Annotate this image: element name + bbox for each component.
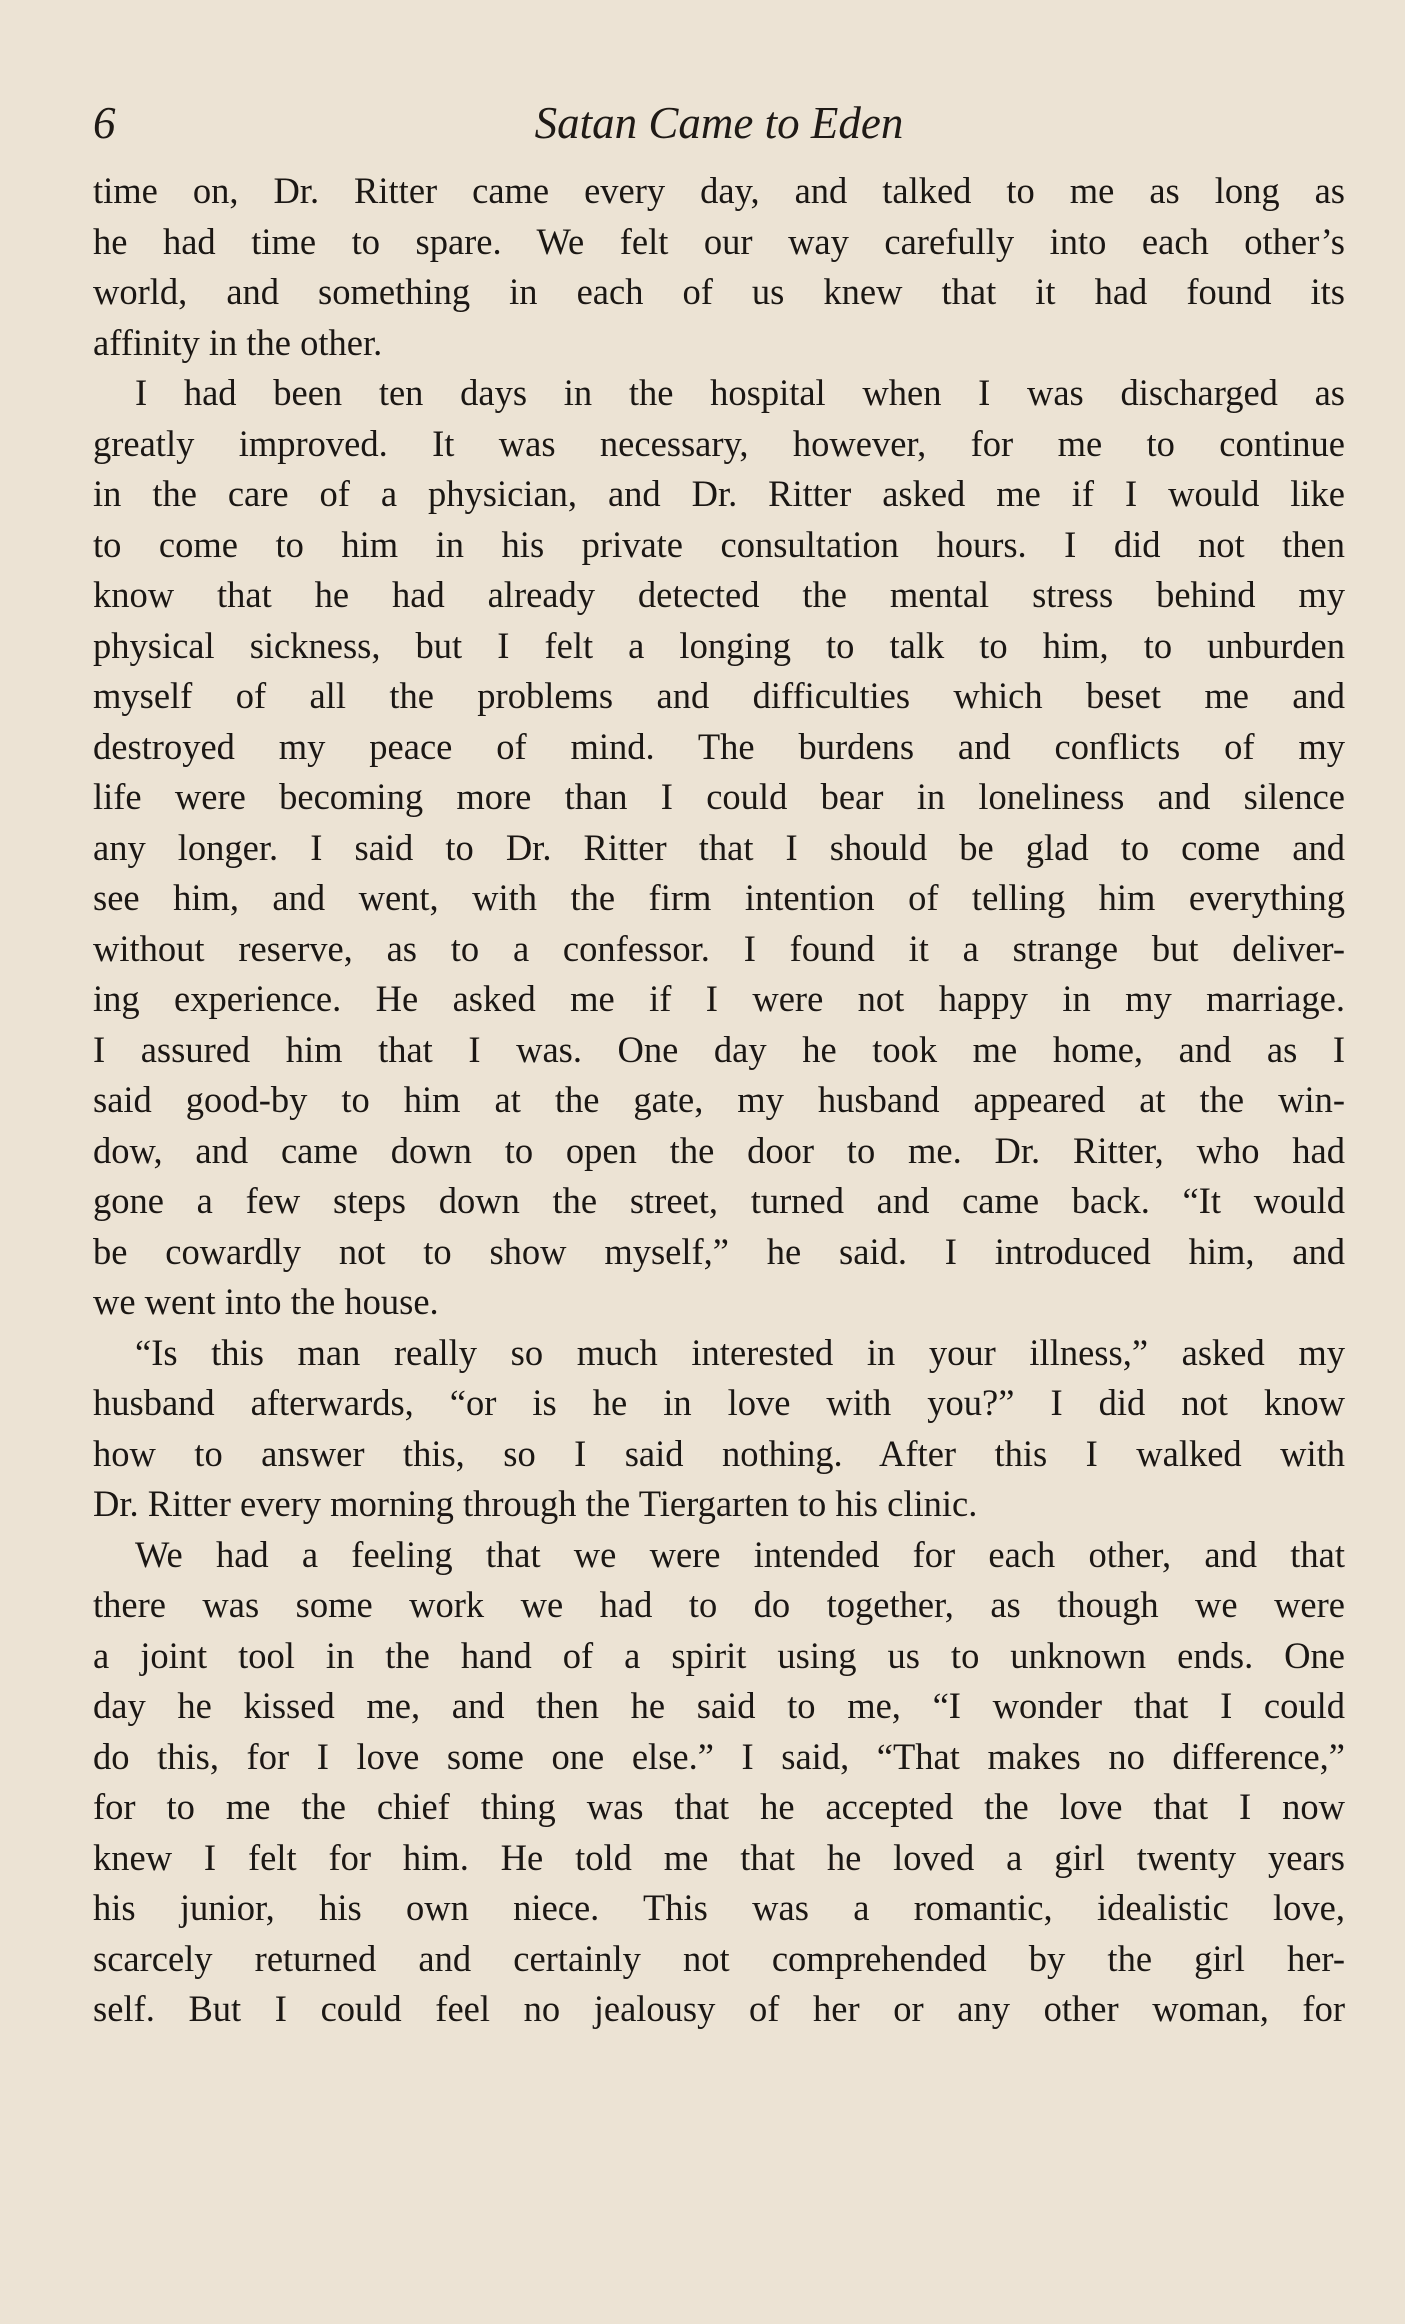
text-line: We had a feeling that we were intended for each other, and that bbox=[135, 1533, 1345, 1575]
text-line: any longer. I said to Dr. Ritter that I should be glad to come and bbox=[93, 826, 1345, 868]
text-line: greatly improved. It was necessary, however, for me to continue bbox=[93, 422, 1345, 464]
text-line: we went into the house. bbox=[93, 1281, 439, 1322]
running-title: Satan Came to Eden bbox=[534, 98, 904, 148]
body-text bbox=[93, 166, 1345, 2035]
text-line: scarcely returned and certainly not comprehended by the girl her- bbox=[93, 1937, 1345, 1979]
text-line: in the care of a physician, and Dr. Ritter asked me if I would like bbox=[93, 473, 1345, 514]
text-line: to come to him in his private consultation hours. I did not then bbox=[93, 523, 1345, 565]
text-line: I assured him that I was. One day he took me home, and as I bbox=[93, 1028, 1345, 1070]
text-line: do this, for I love some one else.” I said, “That makes no difference,” bbox=[93, 1735, 1345, 1777]
text-line: husband afterwards, “or is he in love with you?” I did not know bbox=[93, 1382, 1345, 1423]
text-line: Dr. Ritter every morning through the Tiergarten to his clinic. bbox=[93, 1483, 978, 1524]
paragraph-4 bbox=[93, 1530, 1345, 2035]
text-line: knew I felt for him. He told me that he loved a girl twenty years bbox=[93, 1836, 1345, 1878]
text-line: he had time to spare. We felt our way carefully into each other’s bbox=[93, 220, 1345, 262]
text-line: destroyed my peace of mind. The burdens and conflicts of my bbox=[93, 725, 1345, 767]
text-line: affinity in the other. bbox=[93, 321, 383, 363]
paragraph-2 bbox=[93, 368, 1345, 1328]
text-line: without reserve, as to a confessor. I found it a strange but deliver- bbox=[93, 927, 1345, 969]
text-line: his junior, his own niece. This was a romantic, idealistic love, bbox=[93, 1887, 1345, 1928]
text-line: how to answer this, so I said nothing. After this I walked with bbox=[93, 1432, 1345, 1474]
text-line: “Is this man really so much interested in your illness,” asked my bbox=[135, 1331, 1345, 1373]
paragraph-1 bbox=[93, 166, 1345, 368]
text-line: physical sickness, but I felt a longing to talk to him, to unburden bbox=[93, 624, 1345, 666]
text-line: time on, Dr. Ritter came every day, and talked to me as long as bbox=[93, 170, 1345, 211]
text-line: world, and something in each of us knew that it had found its bbox=[93, 271, 1345, 312]
text-line: day he kissed me, and then he said to me, “I wonder that I could bbox=[93, 1685, 1345, 1726]
text-line: gone a few steps down the street, turned and came back. “It would bbox=[93, 1180, 1345, 1221]
text-line: there was some work we had to do together, as though we were bbox=[93, 1584, 1345, 1625]
text-line: know that he had already detected the mental stress behind my bbox=[93, 574, 1345, 615]
text-line: be cowardly not to show myself,” he said. I introduced him, and bbox=[93, 1230, 1345, 1272]
paragraph-3 bbox=[93, 1328, 1345, 1530]
text-line: ing experience. He asked me if I were not happy in my marriage. bbox=[93, 978, 1345, 1019]
text-line: dow, and came down to open the door to me. Dr. Ritter, who had bbox=[93, 1129, 1345, 1171]
text-line: a joint tool in the hand of a spirit using us to unknown ends. One bbox=[93, 1634, 1345, 1676]
running-header bbox=[93, 92, 1345, 154]
text-line: life were becoming more than I could bear in loneliness and silence bbox=[93, 776, 1345, 817]
text-line: see him, and went, with the firm intention of telling him everything bbox=[93, 877, 1345, 918]
text-line: said good-by to him at the gate, my husband appeared at the win- bbox=[93, 1079, 1345, 1120]
text-line: myself of all the problems and difficulties which beset me and bbox=[93, 675, 1345, 716]
text-line: for to me the chief thing was that he accepted the love that I now bbox=[93, 1786, 1345, 1827]
text-line: I had been ten days in the hospital when I was discharged as bbox=[135, 372, 1345, 413]
page-number: 6 bbox=[93, 98, 116, 148]
text-line: self. But I could feel no jealousy of her or any other woman, for bbox=[93, 1988, 1345, 2029]
